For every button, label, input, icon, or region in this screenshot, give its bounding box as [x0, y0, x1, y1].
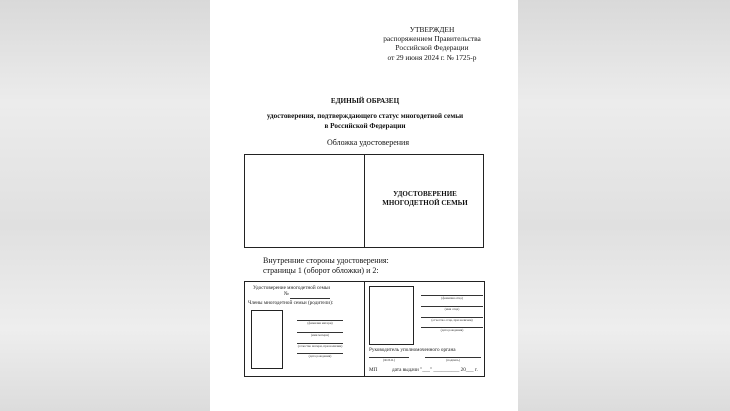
authority-head-text: Руководитель уполномоченного органа — [369, 347, 456, 353]
inner-divider — [364, 282, 365, 376]
inner-pages-frame — [244, 281, 485, 377]
mother-lastname-caption: (фамилия матери) — [307, 321, 333, 325]
father-lastname-caption: (фамилия отца) — [441, 296, 463, 300]
document-title — [250, 97, 480, 131]
approval-line: распоряжением Правительства — [383, 34, 481, 44]
approval-heading: УТВЕРЖДЕН — [409, 25, 455, 34]
document-page — [210, 0, 518, 411]
approval-line: Российской Федерации — [395, 43, 469, 53]
father-firstname-caption: (имя отца) — [444, 307, 460, 311]
certificate-text: Удостоверение многодетной семьи — [253, 285, 331, 291]
inner-pages-label — [263, 256, 389, 277]
family-members-text: Члены многодетной семьи (родители): — [248, 300, 334, 306]
cover-title-line: УДОСТОВЕРЕНИЕ — [393, 190, 457, 198]
father-photo-placeholder — [369, 286, 414, 345]
cover-frame — [244, 154, 484, 248]
mother-firstname-caption: (имя матери) — [310, 333, 330, 337]
issue-date-text: дата выдачи "___" __________ 20___ г. — [392, 367, 478, 373]
signature-caption: (подпись) — [446, 358, 460, 362]
title-line: в Российской Федерации — [324, 121, 406, 130]
inner-label-line: Внутренние стороны удостоверения: — [263, 256, 389, 265]
approval-block — [382, 25, 482, 62]
cover-title-line: МНОГОДЕТНОЙ СЕМЬИ — [382, 199, 468, 207]
cover-label: Обложка удостоверения — [326, 138, 410, 147]
mother-patronymic-caption: (отчество матери, при наличии) — [297, 344, 343, 348]
cover-title — [366, 190, 484, 208]
background-blur-right — [518, 0, 730, 411]
mother-birthdate-caption: (дата рождения) — [308, 354, 332, 358]
father-patronymic-caption: (отчество отца, при наличии) — [431, 318, 473, 322]
title-line: ЕДИНЫЙ ОБРАЗЕЦ — [330, 97, 400, 105]
background-blur-left — [0, 0, 210, 411]
mother-photo-placeholder — [251, 310, 283, 369]
cover-divider — [364, 155, 365, 247]
father-birthdate-caption: (дата рождения) — [440, 328, 464, 332]
approval-line: от 29 июня 2024 г. № 1725-р — [387, 52, 477, 62]
number-line — [290, 298, 330, 299]
initials-caption: (Ф.И.О.) — [382, 358, 396, 362]
inner-label-line: страницы 1 (оборот обложки) и 2: — [263, 266, 379, 276]
stamp-place-text: МП — [369, 367, 378, 373]
title-line: удостоверения, подтверждающего статус многодетной семьи — [266, 112, 464, 121]
number-sign: № — [284, 291, 289, 297]
